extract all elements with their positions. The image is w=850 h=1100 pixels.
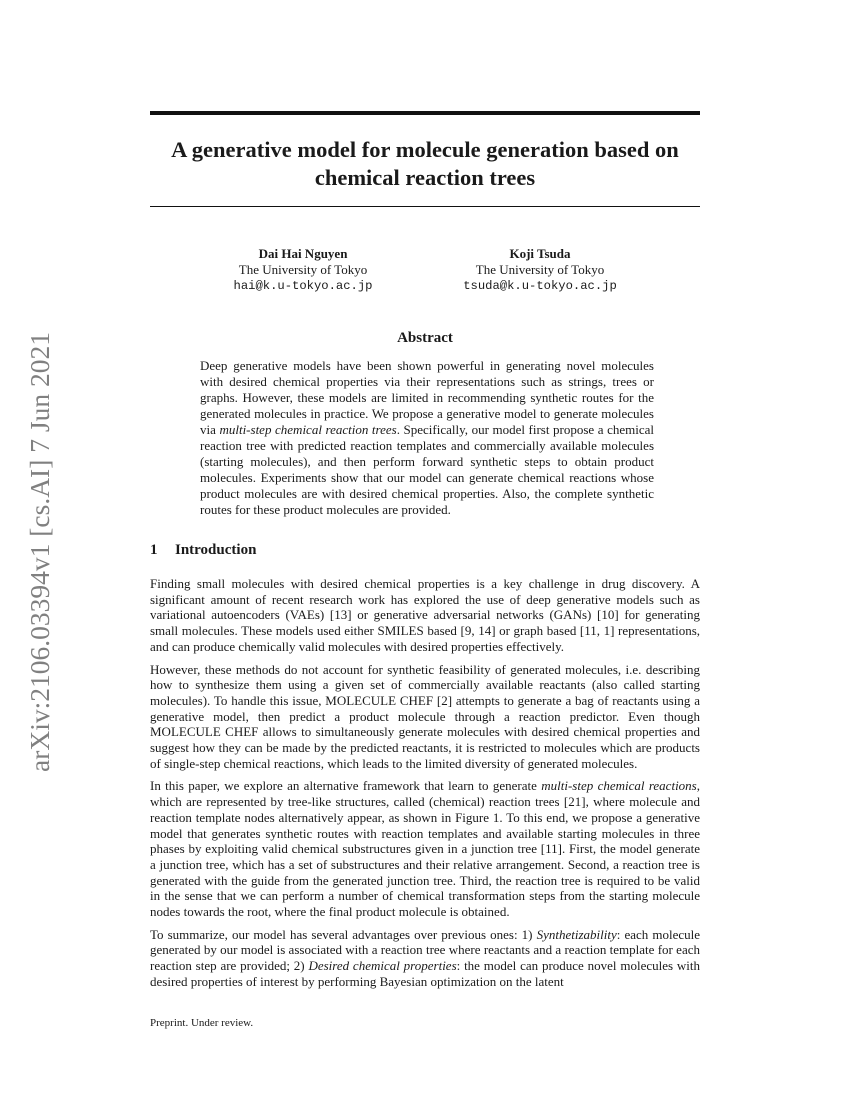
author-affiliation: The University of Tokyo <box>238 262 368 277</box>
abstract-heading: Abstract <box>397 330 453 346</box>
author-block-2 <box>455 246 625 294</box>
emphasis: Desired chemical properties <box>308 958 457 974</box>
author-affiliation: The University of Tokyo <box>475 262 605 277</box>
author-block-1 <box>218 246 388 294</box>
section-title: Introduction <box>175 542 257 558</box>
section-number: 1 <box>150 542 158 558</box>
emphasis: multi-step chemical reactions <box>541 778 697 794</box>
paragraph: Finding small molecules with desired chemical properties is a key challenge in drug discovery. A significant amount of recent research work has explored the use of deep generative models such as variational autoencoders (VAEs) [13] or generative adversarial networks (GANs) [10] for generating small molecules. These models used either SMILES based [9, 14] or graph based [11, 1] representations, and can produce chemically valid molecules with desired properties effectively. <box>150 576 700 654</box>
section-heading-introduction <box>150 542 700 559</box>
author-email[interactable]: hai@k.u-tokyo.ac.jp <box>233 279 373 293</box>
author-email[interactable]: tsuda@k.u-tokyo.ac.jp <box>463 279 617 293</box>
author-name: Koji Tsuda <box>509 246 571 261</box>
paper-title: A generative model for molecule generation based on chemical reaction trees <box>171 137 679 190</box>
abstract-text: Deep generative models have been shown powerful in generating novel molecules with desired chemical properties via their representations such as strings, trees or graphs. However, these models are limited in recommending synthetic routes for the generated molecules in practice. We propose a generative model to generate molecules via multi-step chemical reaction trees. Specifically, our model first propose a chemical reaction tree with predicted reaction templates and commercially available molecules (starting molecules), and then perform forward synthetic steps to obtain product molecules. Experiments show that our model can generate chemical reactions whose product molecules are with desired chemical properties. Also, the complete synthetic routes for these product molecules are provided. <box>200 358 655 517</box>
emphasis: Synthetizability <box>536 926 617 942</box>
paragraph: To summarize, our model has several advantages over previous ones: 1) Synthetizability: each molecule generated by our model is associated with a reaction tree where reactants and a reaction template for each reaction step are provided; 2) Desired chemical properties: the model can produce novel molecules with desired properties of interest by performing Bayesian optimization on the latent <box>150 926 701 989</box>
preprint-footer: Preprint. Under review. <box>150 1017 254 1029</box>
paragraph: However, these methods do not account for synthetic feasibility of generated molecules, i.e. describing how to synthesize them using a given set of commercially available reactants (also called starting molecules). To handle this issue, MOLECULE CHEF [2] attempts to generate a bag of reactants using a generative model, then predict a product molecule through a reaction predictor. Even though MOLECULE CHEF allows to simultaneously generate molecules with desired chemical properties and suggest how they can be made by the predicted reactants, it is restricted to molecules which are products of single-step chemical reactions, which leads to the limited diversity of generated molecules. <box>150 661 700 771</box>
paragraph: In this paper, we explore an alternative framework that learn to generate multi-step chemical reactions, which are represented by tree-like structures, called (chemical) reaction trees [21], where molecule and reaction template nodes alternatively appear, as shown in Figure 1. To this end, we propose a generative model that generates synthetic routes with reaction templates and available starting molecules in three phases by exploiting valid chemical substructures given in a junction tree [11]. First, the model generate a junction tree, which has a set of substructures and their relative arrangement. Second, a reaction tree is generated with the guide from the generated junction tree. Third, the reaction tree is required to be valid in the sense that we can perform a number of chemical transformation steps from the starting molecule nodes towards the root, where the final product molecule is obtained. <box>150 778 700 920</box>
author-name: Dai Hai Nguyen <box>258 246 348 261</box>
title-top-rule <box>150 111 700 115</box>
arxiv-identifier: arXiv:2106.03394v1 [cs.AI] 7 Jun 2021 <box>24 332 55 772</box>
introduction-body <box>150 576 700 997</box>
title-bottom-rule <box>150 206 700 207</box>
abstract-emphasis: multi-step chemical reaction trees <box>219 422 397 437</box>
